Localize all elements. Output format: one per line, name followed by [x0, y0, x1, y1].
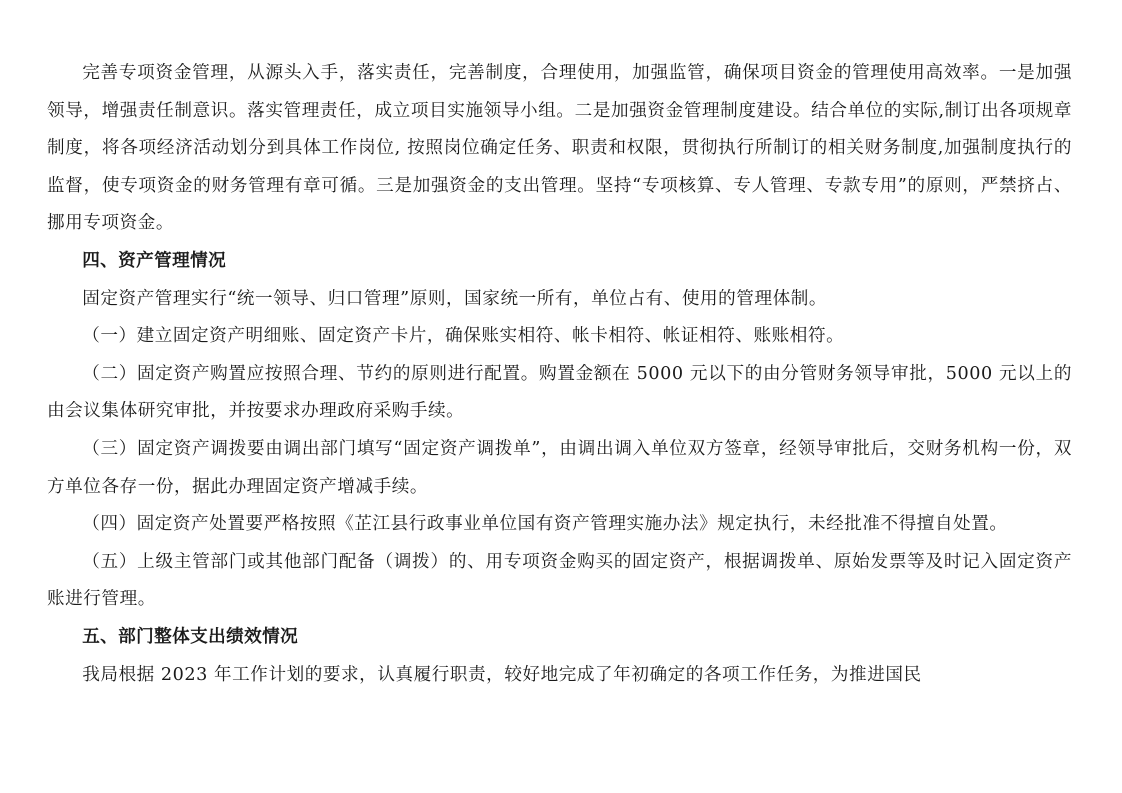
paragraph-item-5: （五）上级主管部门或其他部门配备（调拨）的、用专项资金购买的固定资产，根据调拨单、原始发票等及时记入固定资产账进行管理。 [47, 551, 1072, 610]
section-heading-performance: 五、部门整体支出绩效情况 [82, 626, 299, 647]
paragraph-item-3: （三）固定资产调拨要由调出部门填写“固定资产调拨单”，由调出调入单位双方签章，经领导审批后，交财务机构一份，双方单位各存一份，据此办理固定资产增减手续。 [47, 438, 1072, 497]
paragraph-special-fund-management: 完善专项资金管理，从源头入手，落实责任，完善制度，合理使用，加强监管，确保项目资金的管理使用高效率。一是加强领导，增强责任制意识。落实管理责任，成立项目实施领导小组。二是加强资金管理制度建设。结合单位的实际,制订出各项规章制度，将各项经济活动划分到具体工作岗位, 按照岗位确定任务、职责和权限，贯彻执行所制订的相关财务制度,加强制度执行的监督，使专项资金的财务管理有章可循。三是加强资金的支出管理。坚持“专项核算、专人管理、专款专用”的原则，严禁挤占、挪用专项资金。 [47, 63, 1072, 234]
paragraph-item-1: （一）建立固定资产明细账、固定资产卡片，确保账实相符、帐卡相符、帐证相符、账账相符。 [82, 326, 845, 347]
section-heading-asset-management: 四、资产管理情况 [82, 250, 227, 271]
paragraph-asset-management-principle: 固定资产管理实行“统一领导、归口管理”原则，国家统一所有，单位占有、使用的管理体制。 [82, 288, 828, 309]
paragraph-item-2: （二）固定资产购置应按照合理、节约的原则进行配置。购置金额在 5000 元以下的由分管财务领导审批，5000 元以上的由会议集体研究审批，并按要求办理政府采购手续。 [47, 363, 1072, 422]
paragraph-performance-intro: 我局根据 2023 年工作计划的要求，认真履行职责，较好地完成了年初确定的各项工作任务，为推进国民 [82, 664, 922, 685]
document-body [47, 55, 1072, 694]
paragraph-item-4: （四）固定资产处置要严格按照《芷江县行政事业单位国有资产管理实施办法》规定执行，未经批准不得擅自处置。 [82, 514, 1008, 535]
